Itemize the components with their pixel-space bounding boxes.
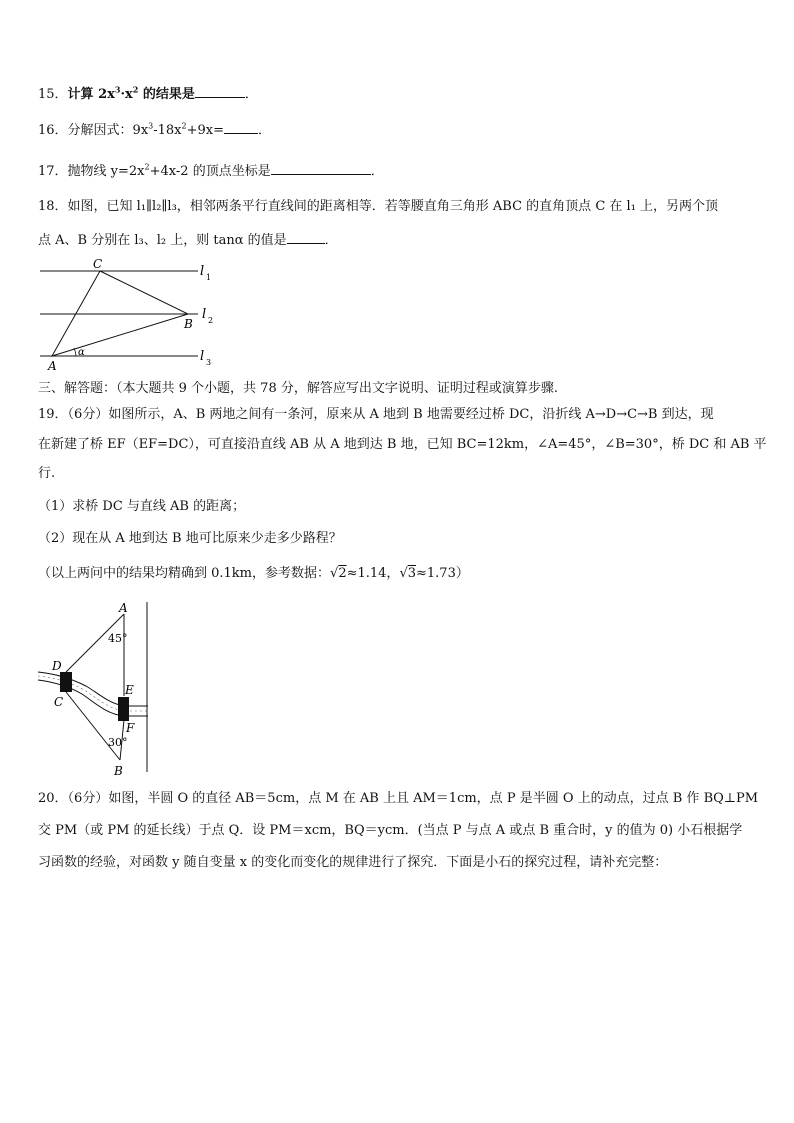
label-C: C <box>93 257 103 271</box>
question-19-note: （以上两问中的结果均精确到 0.1km，参考数据：√2≈1.14，√3≈1.73） <box>38 566 469 581</box>
svg-text:1: 1 <box>206 273 212 282</box>
figure-river-bridges <box>36 600 156 780</box>
section-3-heading: 三、解答题：（本大题共 9 个小题，共 78 分，解答应写出文字说明、证明过程或演算步骤. <box>38 381 558 396</box>
label-l2: l <box>202 307 207 322</box>
answer-blank <box>224 121 258 134</box>
question-19-line2: 在新建了桥 EF（EF=DC），可直接沿直线 AB 从 A 地到达 B 地，已知 BC=12km，∠A=45°，∠B=30°，桥 DC 和 AB 平 <box>38 437 767 452</box>
label-E: E <box>125 683 134 697</box>
label-D: D <box>52 659 62 673</box>
bridge-DC <box>60 672 72 692</box>
label-A: A <box>119 601 128 615</box>
label-B: B <box>184 317 193 331</box>
question-16: 16．分解因式：$9x^3-18x^2+9x=$ ． <box>38 121 272 138</box>
svg-text:2: 2 <box>208 316 214 325</box>
question-19-sub1: （1）求桥 DC 与直线 AB 的距离； <box>38 499 246 514</box>
question-18-line2: 点 A、B 分别在 l₃、l₂ 上，则 tanα 的值是 ． <box>38 233 338 248</box>
label-A: A <box>48 359 57 373</box>
label-F: F <box>126 721 135 735</box>
question-19-line1: 19．（6分）如图所示，A、B 两地之间有一条河，原来从 A 地到 B 地需要经过桥 DC，沿折线 A→D→C→B 到达，现 <box>38 407 714 422</box>
answer-blank <box>287 231 325 244</box>
figure-parallel-lines-triangle <box>36 255 226 375</box>
label-B: B <box>114 764 123 778</box>
question-15: 15．计算 $2x^3\cdot x^2$ 的结果是 ． <box>38 84 258 102</box>
question-20-line2: 交 PM（或 PM 的延长线）于点 Q．设 PM＝xcm，BQ＝ycm．(当点 P 与点 A 或点 B 重合时，y 的值为 0) 小石根据学 <box>38 823 743 838</box>
question-18-line1: 18．如图，已知 l₁∥l₂∥l₃，相邻两条平行直线间的距离相等．若等腰直角三角形 ABC 的直角顶点 C 在 l₁ 上，另两个顶 <box>38 199 719 214</box>
sqrt-symbol: √ <box>399 566 408 581</box>
answer-blank <box>271 162 371 175</box>
question-19-sub2: （2）现在从 A 地到达 B 地可比原来少走多少路程？ <box>38 531 342 546</box>
svg-text:3: 3 <box>206 358 212 367</box>
question-17: 17．抛物线 $y=2x^2+4x-2$ 的顶点坐标是 ． <box>38 162 384 179</box>
angle-45: 45° <box>108 632 128 645</box>
answer-blank <box>195 85 245 98</box>
angle-30: 30° <box>108 736 128 749</box>
label-alpha: α <box>78 347 85 358</box>
question-20-line1: 20．（6分）如图，半圆 O 的直径 AB＝5cm，点 M 在 AB 上且 AM＝1cm，点 P 是半圆 O 上的动点，过点 B 作 BQ⊥PM <box>38 791 759 806</box>
question-20-line3: 习函数的经验，对函数 y 随自变量 x 的变化而变化的规律进行了探究．下面是小石的探究过程，请补充完整： <box>38 855 668 870</box>
question-19-line3: 行. <box>38 466 56 481</box>
label-l3: l <box>200 349 205 364</box>
bridge-EF <box>118 697 129 721</box>
label-C: C <box>54 695 64 709</box>
sqrt-symbol: √ <box>330 566 339 581</box>
label-l1: l <box>200 264 205 279</box>
